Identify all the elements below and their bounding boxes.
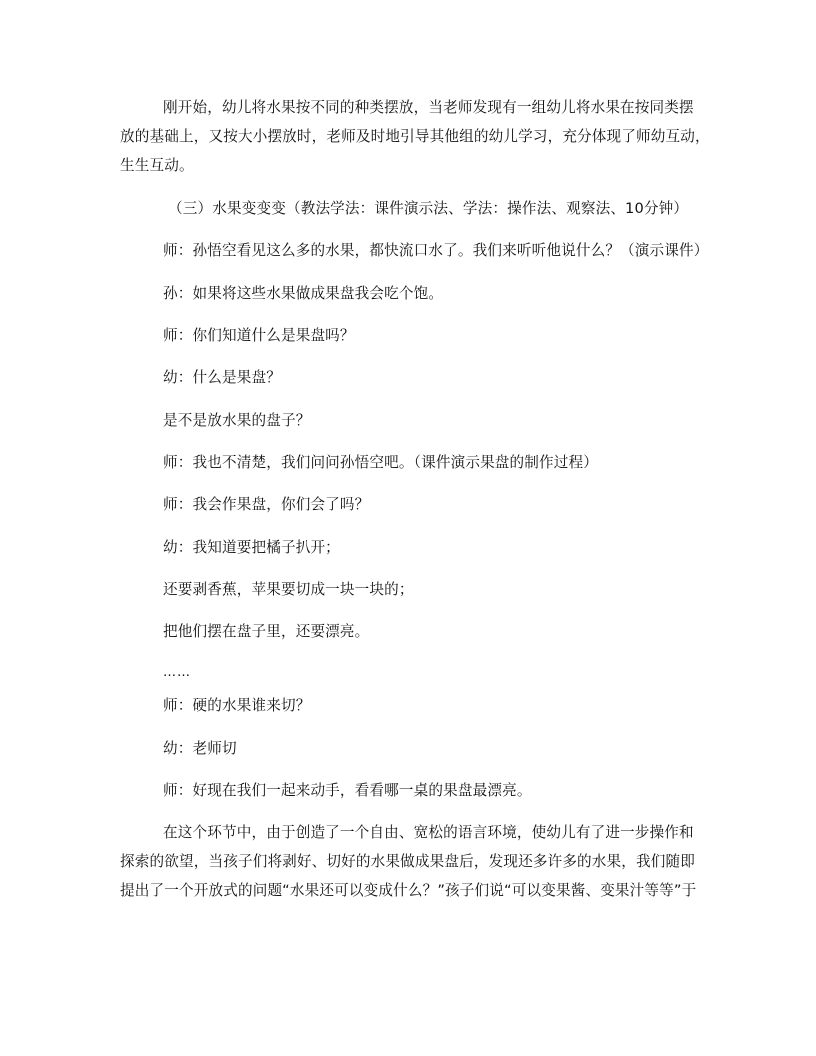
section-heading: （三）水果变变变（教法学法：课件演示法、学法：操作法、观察法、10分钟） (168, 200, 689, 217)
dialogue-line: 师：好现在我们一起来动手，看看哪一桌的果盘最漂亮。 (163, 782, 532, 799)
paragraph-line: 探索的欲望，当孩子们将剥好、切好的水果做成果盘后，发现还多许多的水果，我们随即 (120, 853, 696, 870)
dialogue-line: 师：我也不清楚，我们问问孙悟空吧。（课件演示果盘的制作过程） (163, 454, 599, 471)
paragraph-line: 放的基础上，又按大小摆放时，老师及时地引导其他组的幼儿学习，充分体现了师幼互动， (120, 128, 710, 145)
paragraph-line: 生生互动。 (120, 157, 194, 174)
dialogue-line: 幼：老师切 (163, 740, 237, 757)
paragraph-line: 提出了一个开放式的问题“水果还可以变成什么？”孩子们说“可以变果酱、变果汁等等”于 (120, 882, 697, 899)
dialogue-line: 幼：我知道要把橘子扒开； (163, 539, 340, 556)
dialogue-line: 幼：什么是果盘？ (163, 369, 281, 386)
dialogue-line: 师：我会作果盘，你们会了吗？ (163, 496, 370, 513)
dialogue-line: 师：你们知道什么是果盘吗？ (163, 327, 355, 344)
ellipsis: …… (163, 665, 191, 680)
dialogue-line: 孙：如果将这些水果做成果盘我会吃个饱。 (163, 285, 444, 302)
paragraph-line: 刚开始，幼儿将水果按不同的种类摆放，当老师发现有一组幼儿将水果在按同类摆 (163, 99, 694, 116)
dialogue-line: 是不是放水果的盘子？ (163, 412, 311, 429)
dialogue-line: 师：孙悟空看见这么多的水果，都快流口水了。我们来听听他说什么？（演示课件） (163, 242, 709, 259)
paragraph-line: 在这个环节中，由于创造了一个自由、宽松的语言环境，使幼儿有了进一步操作和 (163, 824, 694, 841)
dialogue-line: 师：硬的水果谁来切？ (163, 697, 311, 714)
dialogue-line: 把他们摆在盘子里，还要漂亮。 (163, 623, 370, 640)
dialogue-line: 还要剥香蕉，苹果要切成一块一块的； (163, 581, 414, 598)
